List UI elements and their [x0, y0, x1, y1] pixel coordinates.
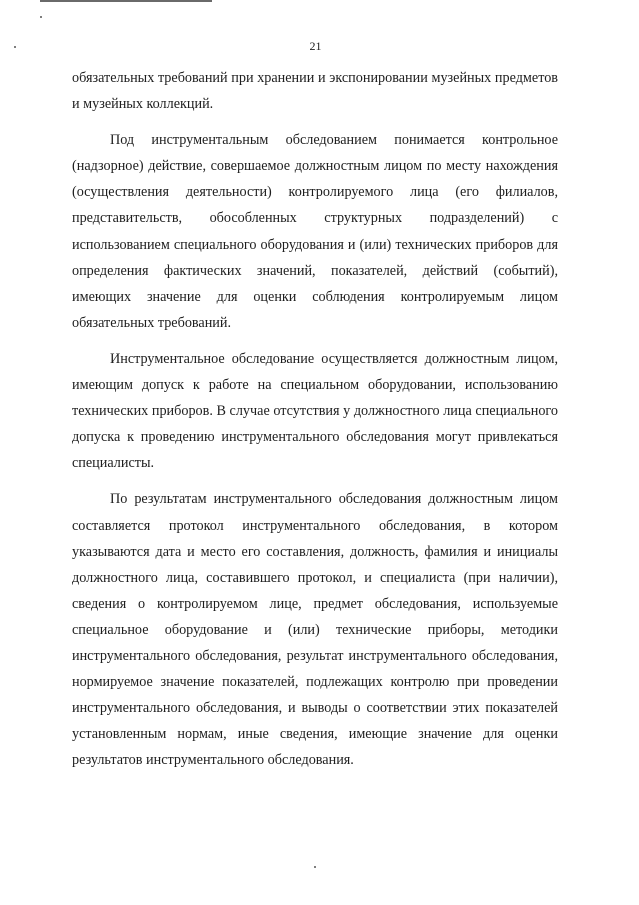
- scan-speck: [314, 866, 316, 868]
- paragraph-instrumental-protocol: По результатам инструментального обследования должностным лицом составляется протокол инструментального обследования, в котором указываются дата и место его составления, должность, фамилия и инициалы должностного лица, составившего протокол, и специалиста (при наличии), сведения о контролируемом лице, предмет обследования, используемые специальное оборудование и (или) технические приборы, методики инструментального обследования, результат инструментального обследования, нормируемое значение показателей, подлежащих контролю при проведении инструментального обследования, и выводы о соответствии этих показателей установленным нормам, иные сведения, имеющие значение для оценки результатов инструментального обследования.: [72, 491, 558, 769]
- paragraph-instrumental-performer: Инструментальное обследование осуществляется должностным лицом, имеющим допуск к работе на специальном оборудовании, использованию технических приборов. В случае отсутствия у должностного лица специального допуска к проведению инструментального обследования могут привлекаться специалисты.: [72, 350, 558, 472]
- paragraph-continuation: обязательных требований при хранении и экспонировании музейных предметов и музейных коллекций.: [72, 70, 558, 113]
- page-number: 21: [309, 39, 322, 53]
- body-text: [72, 65, 558, 783]
- scan-speck: [40, 16, 42, 18]
- scan-edge-rule: [40, 0, 212, 2]
- paragraph-instrumental-definition: Под инструментальным обследованием понимается контрольное (надзорное) действие, совершаемое должностным лицом по месту нахождения (осуществления деятельности) контролируемого лица (его филиалов, представительств, обособленных структурных подразделений) с использованием специального оборудования и (или) технических приборов для определения фактических значений, показателей, действий (событий), имеющих значение для оценки соблюдения контролируемым лицом обязательных требований.: [72, 132, 558, 331]
